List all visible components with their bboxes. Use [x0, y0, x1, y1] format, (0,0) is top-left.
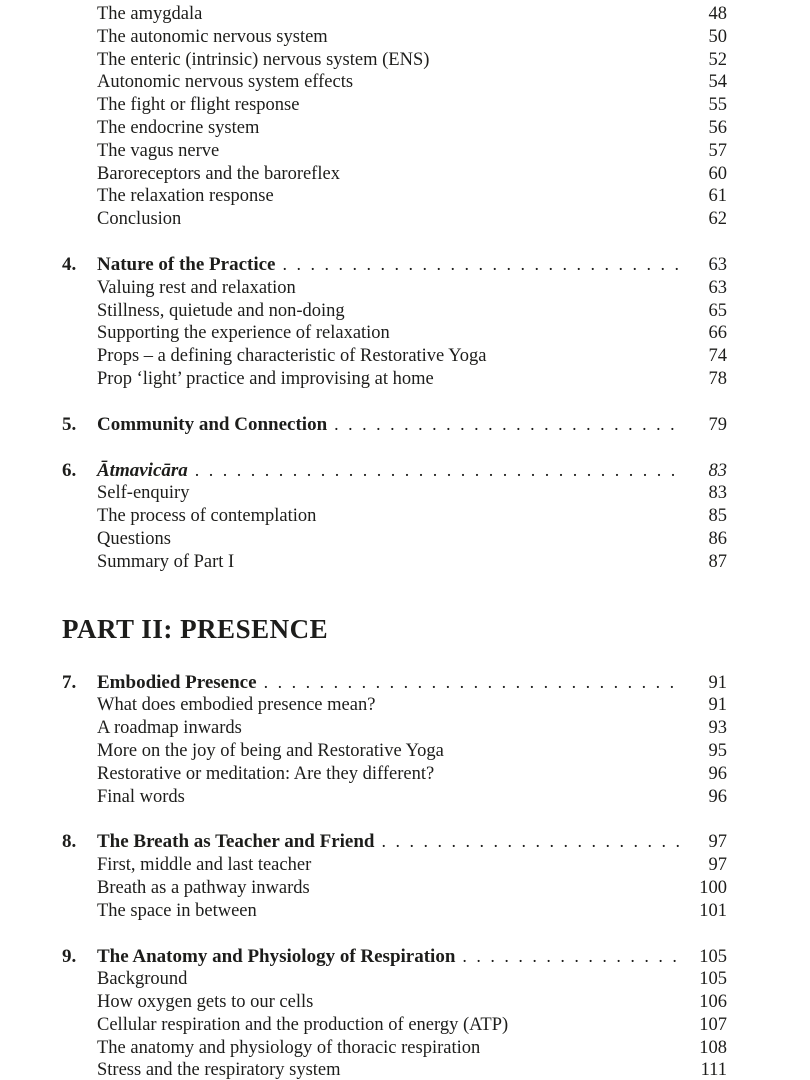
entry-page-number: 55: [708, 95, 727, 116]
entry-title: Stress and the respiratory system: [97, 1060, 341, 1080]
entry-title: Conclusion: [97, 209, 182, 230]
entry-page-number: 93: [708, 718, 727, 739]
dot-leader: [381, 830, 679, 853]
toc-sub-entry: [62, 300, 727, 323]
toc-sub-entry: [62, 740, 727, 763]
entry-page-number: 61: [708, 186, 727, 207]
toc-sub-entry: [62, 854, 727, 877]
entry-title: The enteric (intrinsic) nervous system (ENS): [97, 49, 430, 70]
entry-page-number: 63: [708, 277, 727, 298]
toc-chapter-entry: [62, 671, 727, 695]
entry-page-number: 91: [708, 695, 727, 716]
entry-title: Autonomic nervous system effects: [97, 72, 354, 93]
toc-sub-entry: [62, 1037, 727, 1060]
entry-title: Embodied Presence: [97, 671, 257, 693]
entry-title: Stillness, quietude and non-doing: [97, 300, 345, 321]
entry-title: How oxygen gets to our cells: [97, 992, 314, 1013]
toc-chapter-entry: [62, 459, 727, 483]
toc-sub-entry: [62, 482, 727, 505]
toc-sub-entry: [62, 3, 727, 26]
entry-title: The vagus nerve: [97, 140, 220, 161]
entry-title: Background: [97, 969, 188, 990]
entry-title: Supporting the experience of relaxation: [97, 323, 390, 344]
entry-title: A roadmap inwards: [97, 718, 242, 739]
entry-title: Props – a defining characteristic of Restorative Yoga: [97, 346, 487, 367]
chapter-number: 8.: [62, 831, 77, 853]
toc-sub-entry: [62, 505, 727, 528]
part-heading: PART II: PRESENCE: [62, 613, 329, 644]
toc-sub-entry: [62, 71, 727, 94]
toc-sub-entry: [62, 140, 727, 163]
entry-title: The Breath as Teacher and Friend: [97, 831, 375, 853]
entry-page-number: 87: [708, 551, 727, 572]
entry-title: The relaxation response: [97, 186, 274, 207]
entry-page-number: 106: [699, 992, 727, 1013]
entry-page-number: 78: [708, 368, 727, 389]
entry-title: Community and Connection: [97, 413, 328, 435]
toc-sub-entry: [62, 163, 727, 186]
chapter-block: [62, 945, 727, 1080]
entry-title: Valuing rest and relaxation: [97, 277, 296, 298]
entry-page-number: 57: [708, 140, 727, 161]
entry-title: The amygdala: [97, 4, 203, 24]
dot-leader: [195, 459, 679, 482]
toc-sub-entry: [62, 968, 727, 991]
toc-sub-entry: [62, 717, 727, 740]
entry-title: Cellular respiration and the production of energy (ATP): [97, 1014, 509, 1035]
entry-title: The space in between: [97, 900, 257, 921]
toc-sub-entry: [62, 763, 727, 786]
toc-sub-entry: [62, 208, 727, 231]
chapter-number: 9.: [62, 945, 77, 967]
entry-page-number: 52: [708, 49, 727, 70]
toc-list: [62, 3, 727, 1080]
chapter-block: [62, 253, 727, 391]
entry-title: Self-enquiry: [97, 483, 190, 504]
entry-page-number: 96: [708, 786, 727, 807]
entry-page-number: 96: [708, 763, 727, 784]
dot-leader: [283, 253, 680, 276]
dot-leader: [334, 413, 679, 436]
entry-title: Summary of Part I: [97, 551, 235, 572]
entry-title: The Anatomy and Physiology of Respiration: [97, 945, 456, 967]
entry-page-number: 83: [708, 483, 727, 504]
toc-sub-entry: [62, 49, 727, 72]
entry-title: The endocrine system: [97, 117, 260, 138]
entry-title: The process of contemplation: [97, 506, 317, 527]
toc-sub-entry: [62, 1014, 727, 1037]
entry-page-number: 105: [699, 969, 727, 990]
entry-page-number: 95: [708, 740, 727, 761]
entry-page-number: 62: [708, 209, 727, 230]
toc-sub-entry: [62, 877, 727, 900]
entry-title: Nature of the Practice: [97, 253, 276, 275]
dot-leader: [264, 671, 679, 694]
entry-page-number: 101: [699, 900, 727, 921]
entry-page-number: 74: [708, 346, 727, 367]
entry-page-number: 91: [708, 672, 727, 693]
entry-title: The autonomic nervous system: [97, 26, 328, 47]
entry-title: Final words: [97, 786, 185, 807]
entry-page-number: 48: [708, 4, 727, 24]
entry-title: What does embodied presence mean?: [97, 695, 376, 716]
entry-page-number: 85: [708, 506, 727, 527]
entry-page-number: 65: [708, 300, 727, 321]
chapter-number: 5.: [62, 413, 77, 435]
entry-page-number: 66: [708, 323, 727, 344]
entry-title: More on the joy of being and Restorative Yoga: [97, 740, 444, 761]
toc-chapter-entry: [62, 253, 727, 277]
entry-page-number: 83: [708, 460, 727, 481]
toc-sub-entry: [62, 26, 727, 49]
entry-page-number: 86: [708, 528, 727, 549]
entry-page-number: 63: [708, 254, 727, 275]
entry-page-number: 107: [699, 1014, 727, 1035]
entry-page-number: 97: [708, 855, 727, 876]
chapter-number: 6.: [62, 459, 77, 481]
entry-page-number: 54: [708, 72, 727, 93]
toc-sub-entry: [62, 786, 727, 809]
entry-title: The anatomy and physiology of thoracic respiration: [97, 1037, 481, 1058]
toc-sub-entry: [62, 368, 727, 391]
toc-sub-entry: [62, 991, 727, 1014]
entry-title: First, middle and last teacher: [97, 855, 312, 876]
entry-title: Questions: [97, 528, 171, 549]
entry-page-number: 56: [708, 117, 727, 138]
toc-chapter-entry: [62, 413, 727, 437]
toc-sub-entry: [62, 185, 727, 208]
toc-sub-entry: [62, 694, 727, 717]
toc-sub-entry: [62, 1059, 727, 1080]
entry-title: Ātmavicāra: [97, 459, 188, 481]
entry-title: The fight or flight response: [97, 95, 300, 116]
dot-leader: [462, 945, 679, 968]
toc-sub-entry: [62, 322, 727, 345]
entry-title: Breath as a pathway inwards: [97, 877, 310, 898]
chapter-block: [62, 671, 727, 809]
toc-sub-entry: [62, 94, 727, 117]
toc-chapter-entry: [62, 830, 727, 854]
entry-title: Prop ‘light’ practice and improvising at home: [97, 368, 434, 389]
chapter-block: [62, 459, 727, 574]
chapter-number: 4.: [62, 253, 77, 275]
entry-page-number: 79: [708, 414, 727, 435]
toc-sub-entry: [62, 528, 727, 551]
toc-chapter-entry: [62, 945, 727, 969]
entry-page-number: 97: [708, 832, 727, 853]
entry-page-number: 111: [700, 1060, 727, 1080]
toc-sub-entry: [62, 345, 727, 368]
toc-sub-entry: [62, 551, 727, 574]
toc-sub-entry: [62, 900, 727, 923]
chapter-block: [62, 830, 727, 922]
entry-page-number: 60: [708, 163, 727, 184]
entry-title: Baroreceptors and the baroreflex: [97, 163, 340, 184]
chapter-number: 7.: [62, 671, 77, 693]
entry-page-number: 105: [699, 946, 727, 967]
continued-subitems-block: [62, 3, 727, 231]
toc-sub-entry: [62, 277, 727, 300]
entry-page-number: 50: [708, 26, 727, 47]
entry-page-number: 100: [699, 877, 727, 898]
toc-sub-entry: [62, 117, 727, 140]
chapter-block: [62, 413, 727, 437]
entry-title: Restorative or meditation: Are they different?: [97, 763, 435, 784]
entry-page-number: 108: [699, 1037, 727, 1058]
